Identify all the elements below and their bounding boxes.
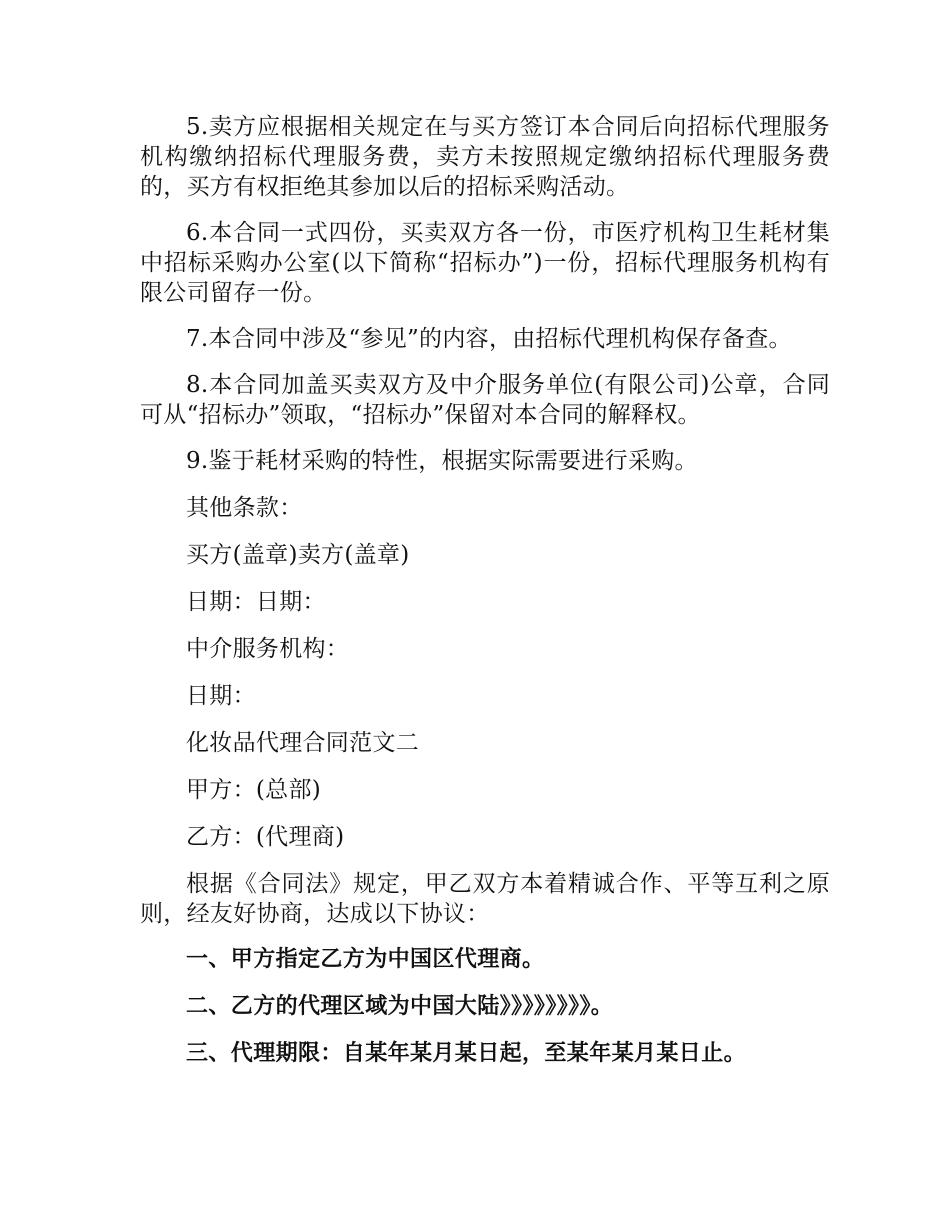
other-terms-label: 其他条款： [186, 495, 303, 521]
party-a-line: 甲方：(总部) [186, 777, 322, 803]
document-page [140, 112, 830, 1086]
article-2-heading: 二、乙方的代理区域为中国大陆》》》》》》》》。 [186, 994, 614, 1019]
clause-8-paragraph: 8.本合同加盖买卖双方及中介服务单位(有限公司)公章，合同可从“招标办”领取，“招标办”保留对本合同的解释权。 [140, 372, 830, 428]
date-line-buyer-seller: 日期：日期： [186, 589, 326, 615]
party-b-line: 乙方：(代理商) [186, 824, 345, 850]
clause-9-paragraph: 9.鉴于耗材采购的特性，根据实际需要进行采购。 [186, 448, 698, 474]
clause-6-paragraph: 6.本合同一式四份，买卖双方各一份，市医疗机构卫生耗材集中招标采购办公室(以下简称“招标办”)一份，招标代理服务机构有限公司留存一份。 [140, 220, 830, 306]
section-title: 化妆品代理合同范文二 [186, 730, 419, 756]
intermediary-date-line: 日期： [186, 683, 256, 709]
article-1-heading: 一、甲方指定乙方为中国区代理商。 [186, 947, 545, 972]
intermediary-label: 中介服务机构： [186, 636, 350, 662]
article-3-heading: 三、代理期限：自某年某月某日起，至某年某月某日止。 [186, 1041, 747, 1066]
clause-7-paragraph: 7.本合同中涉及“参见”的内容，由招标代理机构保存备查。 [186, 326, 792, 352]
signature-line-buyer-seller: 买方(盖章)卖方(盖章) [186, 542, 410, 568]
clause-5-paragraph: 5.卖方应根据相关规定在与买方签订本合同后向招标代理服务机构缴纳招标代理服务费，卖方未按照规定缴纳招标代理服务费的，买方有权拒绝其参加以后的招标采购活动。 [140, 114, 830, 200]
preamble-paragraph: 根据《合同法》规定，甲乙双方本着精诚合作、平等互利之原则，经友好协商，达成以下协议： [140, 871, 830, 927]
